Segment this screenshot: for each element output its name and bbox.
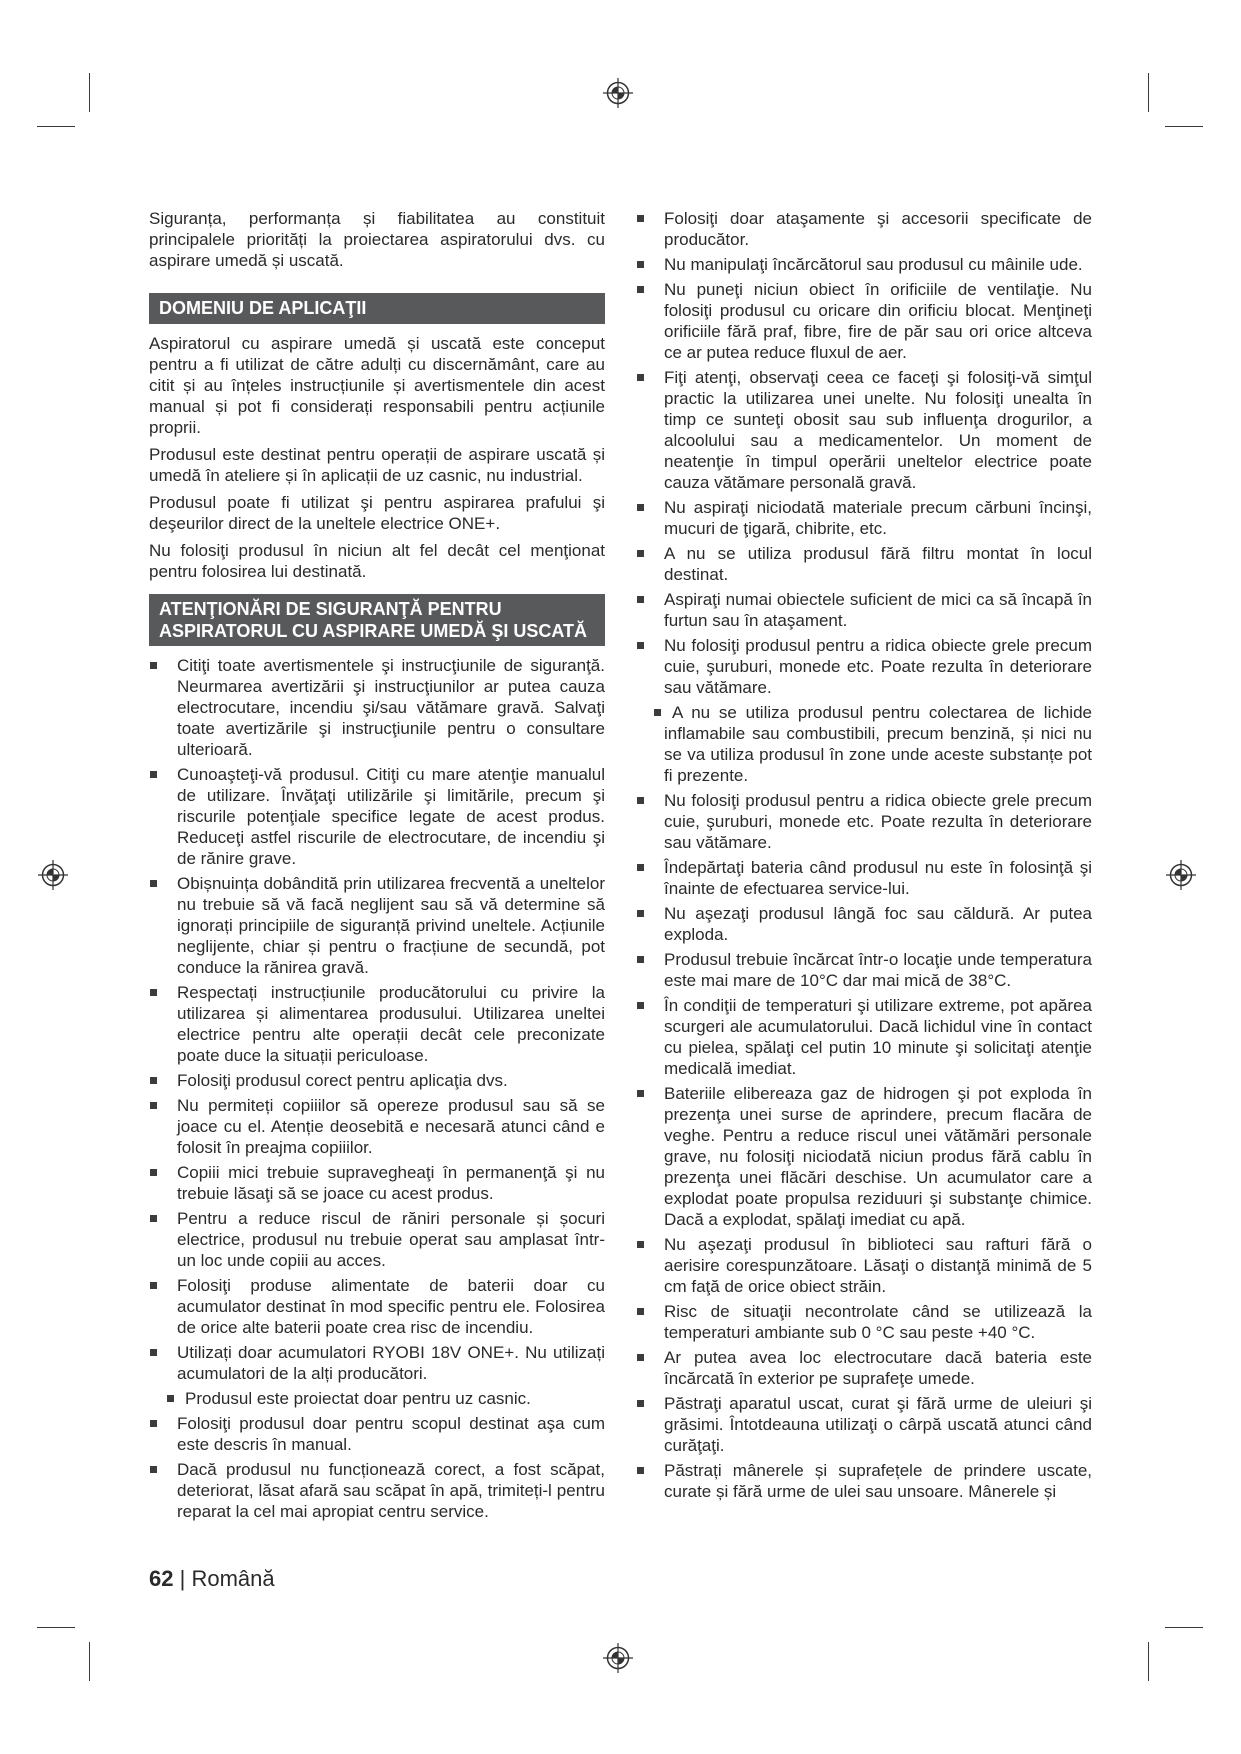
list-item-text: Folosiţi doar ataşamente şi accesorii specificate de producător.	[664, 209, 1092, 249]
intro-paragraph: Siguranța, performanța și fiabilitatea au constituit principalele priorități la proiectarea aspiratorului dvs. cu aspirare umedă și uscată.	[149, 209, 605, 270]
list-item-text: Păstrați mânerele și suprafețele de prindere uscate, curate și fără urme de ulei sau unsoare. Mânerele și	[664, 1461, 1092, 1501]
bullet-square-icon	[150, 880, 157, 887]
crop-mark-bottom-right-vertical	[1148, 1642, 1149, 1681]
crop-mark-bottom-right-horizontal	[1165, 1627, 1203, 1628]
list-item	[636, 790, 1092, 853]
list-item-text: Copiii mici trebuie supravegheaţi în permanenţă şi nu trebuie lăsaţi să se joace cu acest produs.	[177, 1163, 605, 1203]
crop-mark-top-right-vertical	[1148, 73, 1149, 112]
list-item-text: Utilizați doar acumulatori RYOBI 18V ONE+. Nu utilizați acumulatori de la alți producători.	[177, 1343, 605, 1383]
list-item	[636, 903, 1092, 945]
heading-line: ASPIRATORUL CU ASPIRARE UMEDĂ ŞI USCATĂ	[159, 621, 588, 641]
list-item	[636, 1460, 1092, 1502]
list-item	[149, 655, 605, 760]
bullet-square-icon	[637, 215, 644, 222]
bullet-square-icon	[167, 1395, 174, 1402]
list-item-text: Nu puneţi niciun obiect în orificiile de ventilaţie. Nu folosiţi produsul cu oricare din orificiu blocat. Menţineţi orificiile fără praf, fibre, fire de păr sau ori orice altceva ce ar putea reduce fluxul de aer.	[664, 280, 1092, 362]
bullet-square-icon	[150, 1169, 157, 1176]
list-item-text: Păstraţi aparatul uscat, curat şi fără urme de uleiuri şi grăsimi. Întotdeauna utilizaţi o cârpă uscată atunci când curăţaţi.	[664, 1394, 1092, 1455]
list-item	[149, 1095, 605, 1158]
list-item	[636, 1083, 1092, 1230]
scope-paragraph: Nu folosiţi produsul în niciun alt fel decât cel menţionat pentru folosirea lui destinată.	[149, 541, 605, 581]
list-item	[149, 1208, 605, 1271]
list-item	[636, 702, 1092, 786]
registration-mark-right-icon	[1166, 860, 1196, 890]
bullet-square-icon	[150, 662, 157, 669]
crop-mark-top-left-horizontal	[37, 126, 75, 127]
list-item	[149, 1388, 605, 1409]
bullet-square-icon	[637, 504, 644, 511]
registration-mark-top-icon	[603, 78, 633, 108]
list-item	[149, 1342, 605, 1384]
list-item-text: Obișnuința dobândită prin utilizarea frecventă a uneltelor nu trebuie să vă facă neglijent sau să vă determine să ignorați principiile de siguranță privind uneltele. Acțiunile neglijente, chiar și pentru o fracțiune de secundă, pot conduce la rănirea gravă.	[177, 874, 605, 977]
bullet-square-icon	[637, 864, 644, 871]
list-item-text: Nu folosiţi produsul pentru a ridica obiecte grele precum cuie, şuruburi, monede etc. Poate rezulta în deteriorare sau vătămare.	[664, 636, 1092, 697]
list-item	[149, 1413, 605, 1455]
scope-paragraph: Produsul este destinat pentru operații de aspirare uscată și umedă în ateliere și în aplicații de uz casnic, nu industrial.	[149, 445, 605, 485]
list-item-text: Produsul este proiectat doar pentru uz casnic.	[185, 1389, 531, 1408]
list-item-text: Respectați instrucțiunile producătorului cu privire la utilizarea și alimentarea produsului. Utilizarea uneltei electrice pentru alte operații decât cele preconizate poate duce la situații periculoase.	[177, 983, 605, 1065]
list-item	[636, 254, 1092, 275]
bullet-square-icon	[150, 1349, 157, 1356]
footer-language: Română	[191, 1566, 275, 1591]
list-item	[636, 1393, 1092, 1456]
list-item-text: Bateriile elibereaza gaz de hidrogen şi pot exploda în prezenţa unei surse de aprindere, precum flacăra de veghe. Pentru a reduce riscul unei vătămări personale grave, nu folosiţi niciodată niciun produs fără cablu în prezenţa unei flăcări deschise. Un acumulator care a explodat poate propulsa reziduuri şi substanţe chimice. Dacă a explodat, spălaţi imediat cu apă.	[664, 1084, 1092, 1229]
bullet-square-icon	[150, 1282, 157, 1289]
bullet-square-icon	[150, 1102, 157, 1109]
list-item-text: Aspiraţi numai obiectele suficient de mici ca să încapă în furtun sau în ataşament.	[664, 590, 1092, 630]
bullet-square-icon	[637, 261, 644, 268]
list-item-text: Dacă produsul nu funcționează corect, a fost scăpat, deteriorat, lăsat afară sau scăpat în apă, trimiteți-l pentru reparat la cel mai apropiat centru service.	[177, 1460, 605, 1521]
list-item	[636, 367, 1092, 493]
list-item	[149, 1459, 605, 1522]
bullet-square-icon	[150, 1420, 157, 1427]
list-item	[636, 589, 1092, 631]
bullet-square-icon	[150, 989, 157, 996]
list-item	[636, 635, 1092, 698]
footer-separator: |	[179, 1566, 186, 1591]
section-heading-safety	[149, 594, 605, 646]
bullet-square-icon	[654, 709, 661, 716]
list-item	[149, 982, 605, 1066]
list-item	[636, 1347, 1092, 1389]
bullet-square-icon	[637, 910, 644, 917]
bullet-square-icon	[150, 1215, 157, 1222]
list-item	[636, 995, 1092, 1079]
bullet-square-icon	[150, 1077, 157, 1084]
bullet-square-icon	[637, 1467, 644, 1474]
list-item-text: Nu permiteți copiiilor să opereze produsul sau să se joace cu el. Atenție deosebită e necesară atunci când e folosit în preajma copiiilor.	[177, 1096, 605, 1157]
left-column	[149, 208, 605, 1526]
list-item-text: A nu se utiliza produsul fără filtru montat în locul destinat.	[664, 544, 1092, 584]
bullet-square-icon	[637, 1090, 644, 1097]
list-item-text: Îndepărtaţi bateria când produsul nu este în folosinţă şi înainte de efectuarea service-lui.	[664, 858, 1092, 898]
list-item	[149, 873, 605, 978]
list-item-text: Produsul trebuie încărcat într-o locaţie unde temperatura este mai mare de 10°C dar mai mică de 38°C.	[664, 950, 1092, 990]
list-item-text: Pentru a reduce riscul de răniri personale și șocuri electrice, produsul nu trebuie operat sau amplasat într-un loc unde copiii au acces.	[177, 1209, 605, 1270]
list-item-text: Nu manipulaţi încărcătorul sau produsul cu mâinile ude.	[664, 255, 1083, 274]
section-heading-scope: DOMENIU DE APLICAŢII	[149, 293, 605, 324]
bullet-square-icon	[150, 1466, 157, 1473]
list-item	[636, 857, 1092, 899]
heading-line: ATENŢIONĂRI DE SIGURANŢĂ PENTRU	[159, 599, 502, 619]
list-item	[149, 1070, 605, 1091]
bullet-square-icon	[637, 550, 644, 557]
list-item-text: Risc de situaţii necontrolate când se utilizează la temperaturi ambiante sub 0 °C sau peste +40 °C.	[664, 1302, 1092, 1342]
list-item	[149, 1275, 605, 1338]
list-item-text: Ar putea avea loc electrocutare dacă bateria este încărcată în exterior pe suprafeţe umede.	[664, 1348, 1092, 1388]
scope-paragraph: Produsul poate fi utilizat şi pentru aspirarea prafului şi deşeurilor direct de la uneltele electrice ONE+.	[149, 493, 605, 533]
list-item-text: În condiţii de temperaturi şi utilizare extreme, pot apărea scurgeri ale acumulatorului. Dacă lichidul vine în contact cu pielea, spălaţi cel putin 10 minute şi solicitaţi atenţie medicală imediat.	[664, 996, 1092, 1078]
list-item-text: Folosiţi produsul corect pentru aplicaţia dvs.	[177, 1071, 508, 1090]
list-item-text: Cunoaşteţi-vă produsul. Citiţi cu mare atenţie manualul de utilizare. Învăţaţi utilizările şi limitările, precum şi riscurile potenţiale specifice legate de acest produs. Reduceţi astfel riscurile de electrocutare, de incendiu şi de rănire grave.	[177, 765, 605, 868]
list-item-text: Folosiţi produsul doar pentru scopul destinat aşa cum este descris în manual.	[177, 1414, 605, 1454]
bullet-square-icon	[637, 1308, 644, 1315]
list-item-text: A nu se utiliza produsul pentru colectarea de lichide inflamabile sau combustibili, precum benzină, și nici nu se va utiliza produsul în zone unde aceste substanțe pot fi prezente.	[664, 703, 1092, 785]
list-item	[636, 949, 1092, 991]
crop-mark-bottom-left-vertical	[89, 1642, 90, 1681]
list-item	[636, 1234, 1092, 1297]
list-item-text: Nu aspiraţi niciodată materiale precum cărbuni încinşi, mucuri de ţigară, chibrite, etc.	[664, 498, 1092, 538]
crop-mark-bottom-left-horizontal	[37, 1627, 75, 1628]
bullet-square-icon	[637, 1002, 644, 1009]
list-item-text: Citiţi toate avertismentele şi instrucţiunile de siguranţă. Neurmarea avertizării şi instrucţiunilor ar putea cauza electrocutare, incendiu şi/sau vătămare gravă. Salvaţi toate avertizările şi instrucţiunile pentru o consultare ulterioară.	[177, 656, 605, 759]
crop-mark-top-left-vertical	[89, 73, 90, 112]
list-item-text: Nu aşezaţi produsul lângă foc sau căldură. Ar putea exploda.	[664, 904, 1092, 944]
page-footer	[149, 1566, 275, 1592]
bullet-square-icon	[637, 1400, 644, 1407]
scope-paragraph: Aspiratorul cu aspirare umedă și uscată este conceput pentru a fi utilizat de către adulți cu discernământ, care au citit și au înțeles instrucțiunile și avertismentele din acest manual și pot fi considerați responsabili pentru acțiunile proprii.	[149, 334, 605, 437]
list-item	[636, 279, 1092, 363]
bullet-square-icon	[637, 797, 644, 804]
page-number: 62	[149, 1566, 174, 1591]
list-item	[149, 764, 605, 869]
bullet-square-icon	[637, 642, 644, 649]
bullet-square-icon	[150, 771, 157, 778]
list-item-text: Nu aşezaţi produsul în biblioteci sau rafturi fără o aerisire corespunzătoare. Lăsaţi o distanţă minimă de 5 cm faţă de orice obiect străin.	[664, 1235, 1092, 1296]
bullet-square-icon	[637, 596, 644, 603]
list-item-text: Folosiţi produse alimentate de baterii doar cu acumulator destinat în mod specific pentru ele. Folosirea de orice alte baterii poate crea risc de incendiu.	[177, 1276, 605, 1337]
list-item	[636, 208, 1092, 250]
bullet-square-icon	[637, 374, 644, 381]
right-column	[636, 208, 1092, 1506]
list-item	[149, 1162, 605, 1204]
list-item	[636, 543, 1092, 585]
list-item-text: Fiţi atenţi, observaţi ceea ce faceţi şi folosiţi-vă simţul practic la utilizarea unei unelte. Nu folosiţi unealta în timp ce sunteţi obosit sau sub influenţa drogurilor, a alcoolului sau a medicamentelor. Un moment de neatenţie în timpul operării uneltelor electrice poate cauza vătămare personală gravă.	[664, 368, 1092, 492]
list-item	[636, 497, 1092, 539]
registration-mark-left-icon	[38, 860, 68, 890]
registration-mark-bottom-icon	[603, 1643, 633, 1673]
bullet-square-icon	[637, 286, 644, 293]
bullet-square-icon	[637, 1241, 644, 1248]
bullet-square-icon	[637, 956, 644, 963]
list-item	[636, 1301, 1092, 1343]
crop-mark-top-right-horizontal	[1165, 126, 1203, 127]
bullet-square-icon	[637, 1354, 644, 1361]
list-item-text: Nu folosiţi produsul pentru a ridica obiecte grele precum cuie, şuruburi, monede etc. Poate rezulta în deteriorare sau vătămare.	[664, 791, 1092, 852]
